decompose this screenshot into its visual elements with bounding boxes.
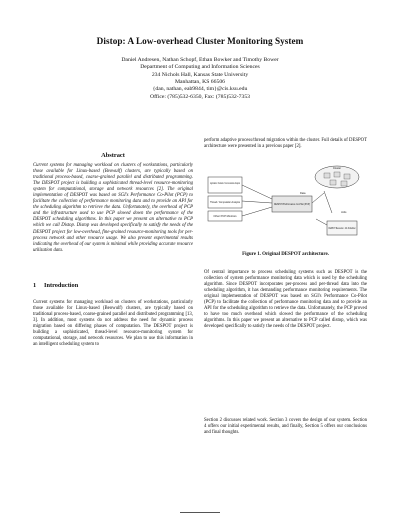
cloud-label: Cluster — [332, 167, 342, 170]
thread-analysis-label: Thread / Computation Analysis — [210, 201, 246, 204]
other-monitors-label: Other PCP Monitors — [213, 215, 237, 218]
author-department: Department of Computing and Information Sciences — [140, 64, 260, 71]
despot-architecture-figure — [204, 163, 367, 247]
abstract-text: Current systems for managing workload on clusters of workstations, particularly those available for Linux-based (Beowulf) clusters, are typically based on traditional process-based, coarse-grained parallel and distributed programming. The DESPOT project is building a sophisticated thread-level resource-monitoring system for computational, storage and network resources [2]. The original implementation of DESPOT was based on SGI's Performance Co-Pilot (PCP) to facilitate the collection of performance monitoring data and to provide an API for the scheduling algorithm to retrieve the data. Unfortunately, the overhead of PCP and the infrastructure used to use PCP slowed down the performance of the DESPOT scheduling algorithms. In this paper we present an alternative to PCP which we call Distop. Distop was developed specifically to satisfy the needs of the DESPOT project for low-overhead, fine-grained resource-monitoring tools for per-process network and other resource usage. We also present experimental results indicating the overhead of our system is minimal while providing accurate resource utilization data. — [33, 163, 193, 253]
data-label: Data — [300, 192, 306, 195]
right-column-body: Of central importance to process scheduling systems such as DESPOT is the collection of system performance monitoring data which is used by the scheduling algorithm. Since DESPOT incorporates per-process and per-thread data into the scheduling algorithm, it has demanding performance monitoring requirements. The original implementation of DESPOT was based on SGI's Performance Co-Pilot (PCP) to facilitate the collection of performance monitoring data and to provide an API for the scheduling algorithm to retrieve the data. Unfortunately, the PCP proved to have too much overhead which slowed the performance of the scheduling algorithms. In this paper we present an alternative to PCP called distop, which was developed specifically to satisfy the needs of the DESPOT project. — [204, 270, 367, 330]
right-column-intro-continued: perform adaptive process/thread migration within the cluster. Full details of DESPOT architecture were presented in a previous paper [2]. — [204, 138, 367, 150]
figure-diagram — [204, 163, 367, 247]
pcp-box — [272, 191, 318, 212]
author-phone: Office: (785)532-6350, Fax: (785)532-7353 — [149, 93, 251, 100]
author-address: 234 Nichols Hall, Kansas State University — [151, 71, 249, 78]
author-block — [0, 57, 400, 101]
introduction-text: Current systems for managing workload on clusters of workstations, particularly those available for Linux-based (Beowulf) clusters, are typically based on traditional process-based, coarse-grained parallel and distributed programming [13, 3]. In addition, most systems do not address the need for dynamic process migration based on differing phases of computation. The DESPOT project is building a sophisticated, thread-level resource-monitoring system for computational, storage, and network resources. We plan to use this information in an intelligent scheduling system to — [33, 300, 193, 348]
figure-caption: Figure 1. Original DESPOT architecture. — [242, 252, 329, 257]
jobs-label: Jobs — [341, 211, 347, 214]
right-column-outline: Section 2 discusses related work. Section 3 covers the design of our system. Section 4 offers our initial experimental results, and finally, Section 5 offers our conclusions and final thoughts. — [204, 418, 367, 436]
scheduler-label: DESPOT Resource / Job Scheduler — [328, 227, 367, 230]
paper-title: Distop: A Low-overhead Cluster Monitoring System — [96, 36, 304, 46]
author-names: Daniel Andresen, Nathan Schopf, Ethan Bowker and Timothy Bower — [121, 57, 279, 63]
cluster-cloud — [315, 166, 359, 188]
abstract-heading: Abstract — [101, 152, 125, 159]
network-analysis-label: Application / Network / Communication Analysis — [210, 182, 265, 185]
author-emails: {dan, nathan, eab9844, tim}@cis.ksu.edu — [152, 86, 248, 93]
pcp-label: DESPOT/Performance Co-Pilot (PCP) — [274, 203, 318, 206]
author-city: Manhattan, KS 66506 — [174, 79, 226, 86]
scheduler-box — [327, 210, 367, 235]
footer-rule — [180, 512, 220, 513]
introduction-heading: 1 Introduction — [33, 282, 79, 289]
monitor-stack — [208, 177, 265, 221]
